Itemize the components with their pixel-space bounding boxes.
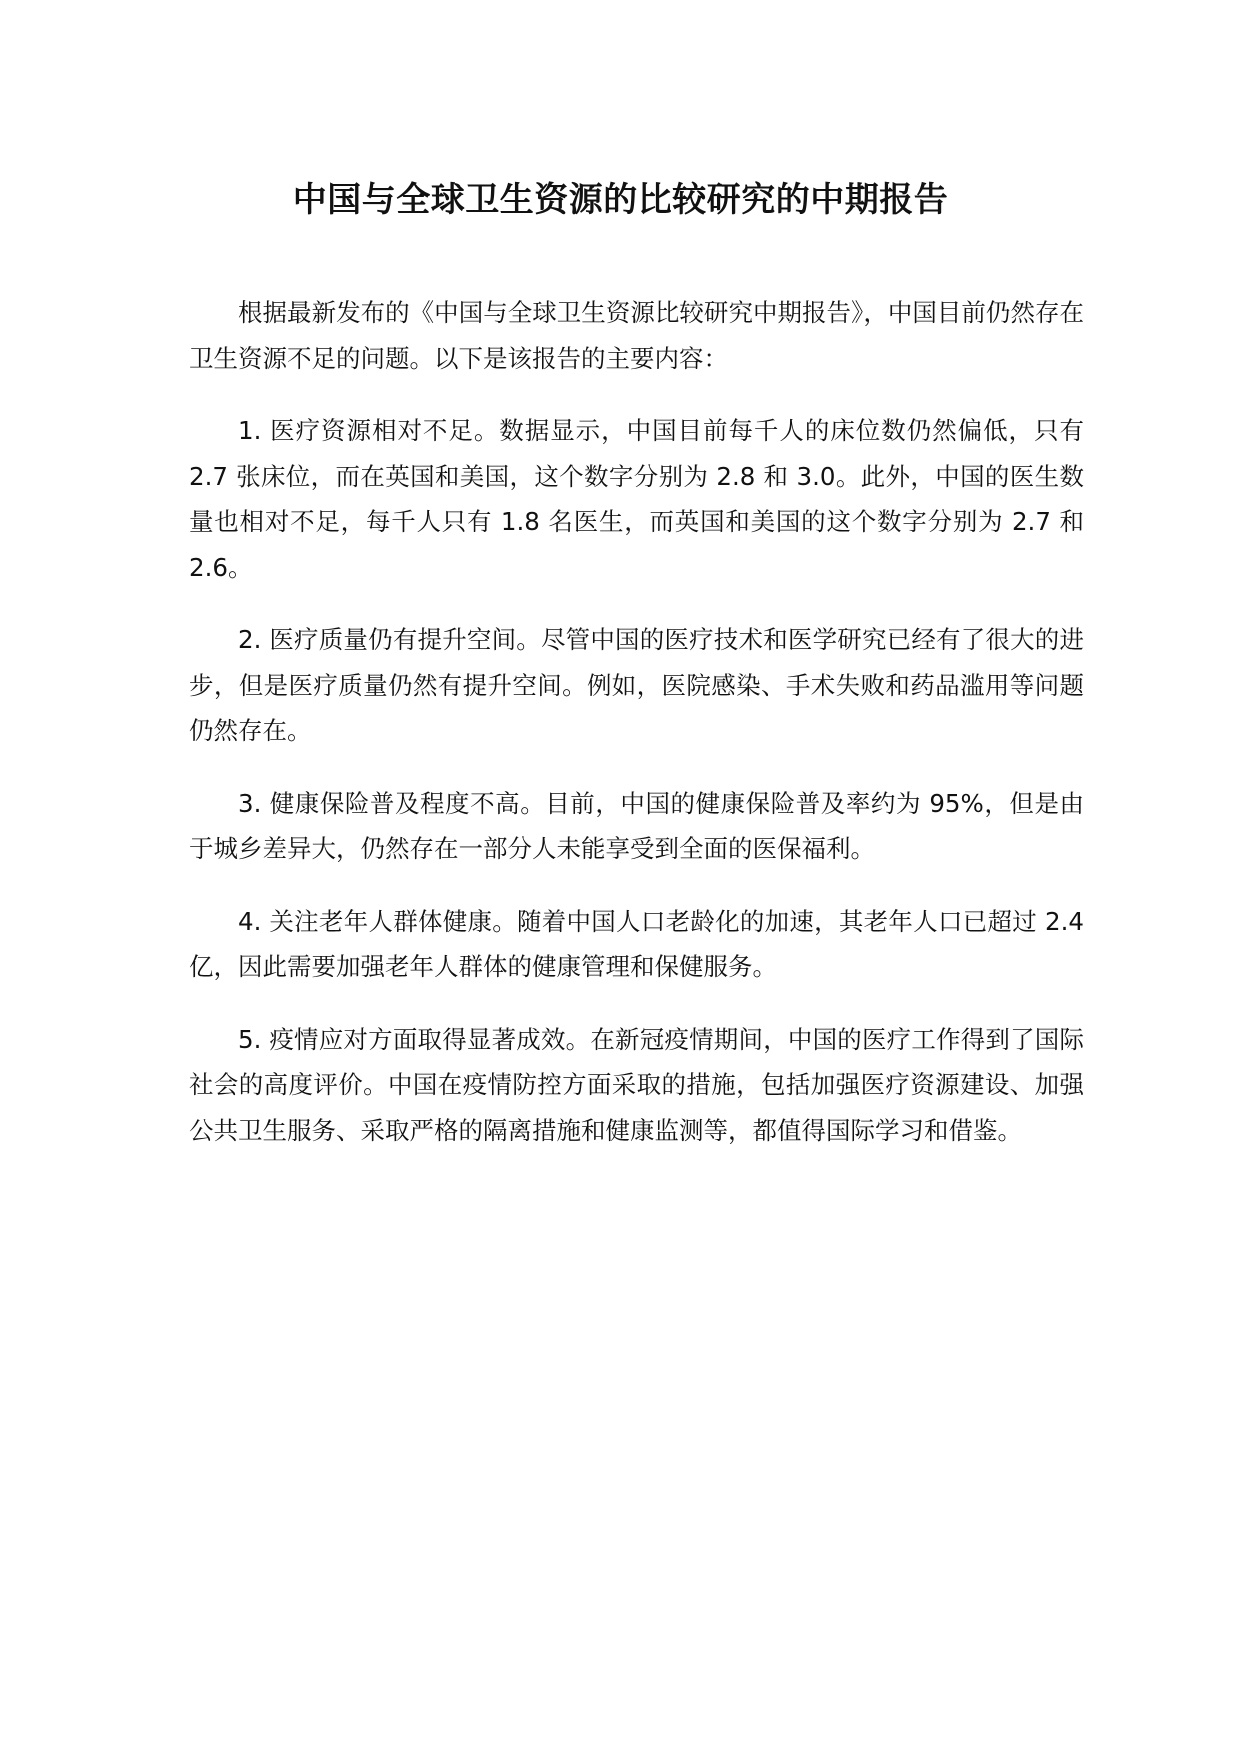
intro-paragraph: 根据最新发布的《中国与全球卫生资源比较研究中期报告》，中国目前仍然存在卫生资源不足的问题。以下是该报告的主要内容： (189, 298, 1084, 373)
document-body (189, 290, 1084, 1180)
document-title: 中国与全球卫生资源的比较研究的中期报告 (292, 180, 949, 220)
point-2-paragraph: 2. 医疗质量仍有提升空间。尽管中国的医疗技术和医学研究已经有了很大的进步，但是医疗质量仍然有提升空间。例如，医院感染、手术失败和药品滥用等问题仍然存在。 (189, 625, 1084, 745)
point-5-paragraph: 5. 疫情应对方面取得显著成效。在新冠疫情期间，中国的医疗工作得到了国际社会的高度评价。中国在疫情防控方面采取的措施，包括加强医疗资源建设、加强公共卫生服务、采取严格的隔离措施和健康监测等，都值得国际学习和借鉴。 (189, 1024, 1084, 1145)
point-3-paragraph: 3. 健康保险普及程度不高。目前，中国的健康保险普及率约为 95%，但是由于城乡差异大，仍然存在一部分人未能享受到全面的医保福利。 (189, 788, 1084, 863)
point-1-paragraph: 1. 医疗资源相对不足。数据显示，中国目前每千人的床位数仍然偏低，只有 2.7 张床位，而在英国和美国，这个数字分别为 2.8 和 3.0。此外，中国的医生数量也相对不足，每千人只有 1.8 名医生，而英国和美国的这个数字分别为 2.7 和 2.6。 (189, 416, 1084, 582)
point-4-paragraph: 4. 关注老年人群体健康。随着中国人口老龄化的加速，其老年人口已超过 2.4 亿，因此需要加强老年人群体的健康管理和保健服务。 (189, 906, 1084, 981)
